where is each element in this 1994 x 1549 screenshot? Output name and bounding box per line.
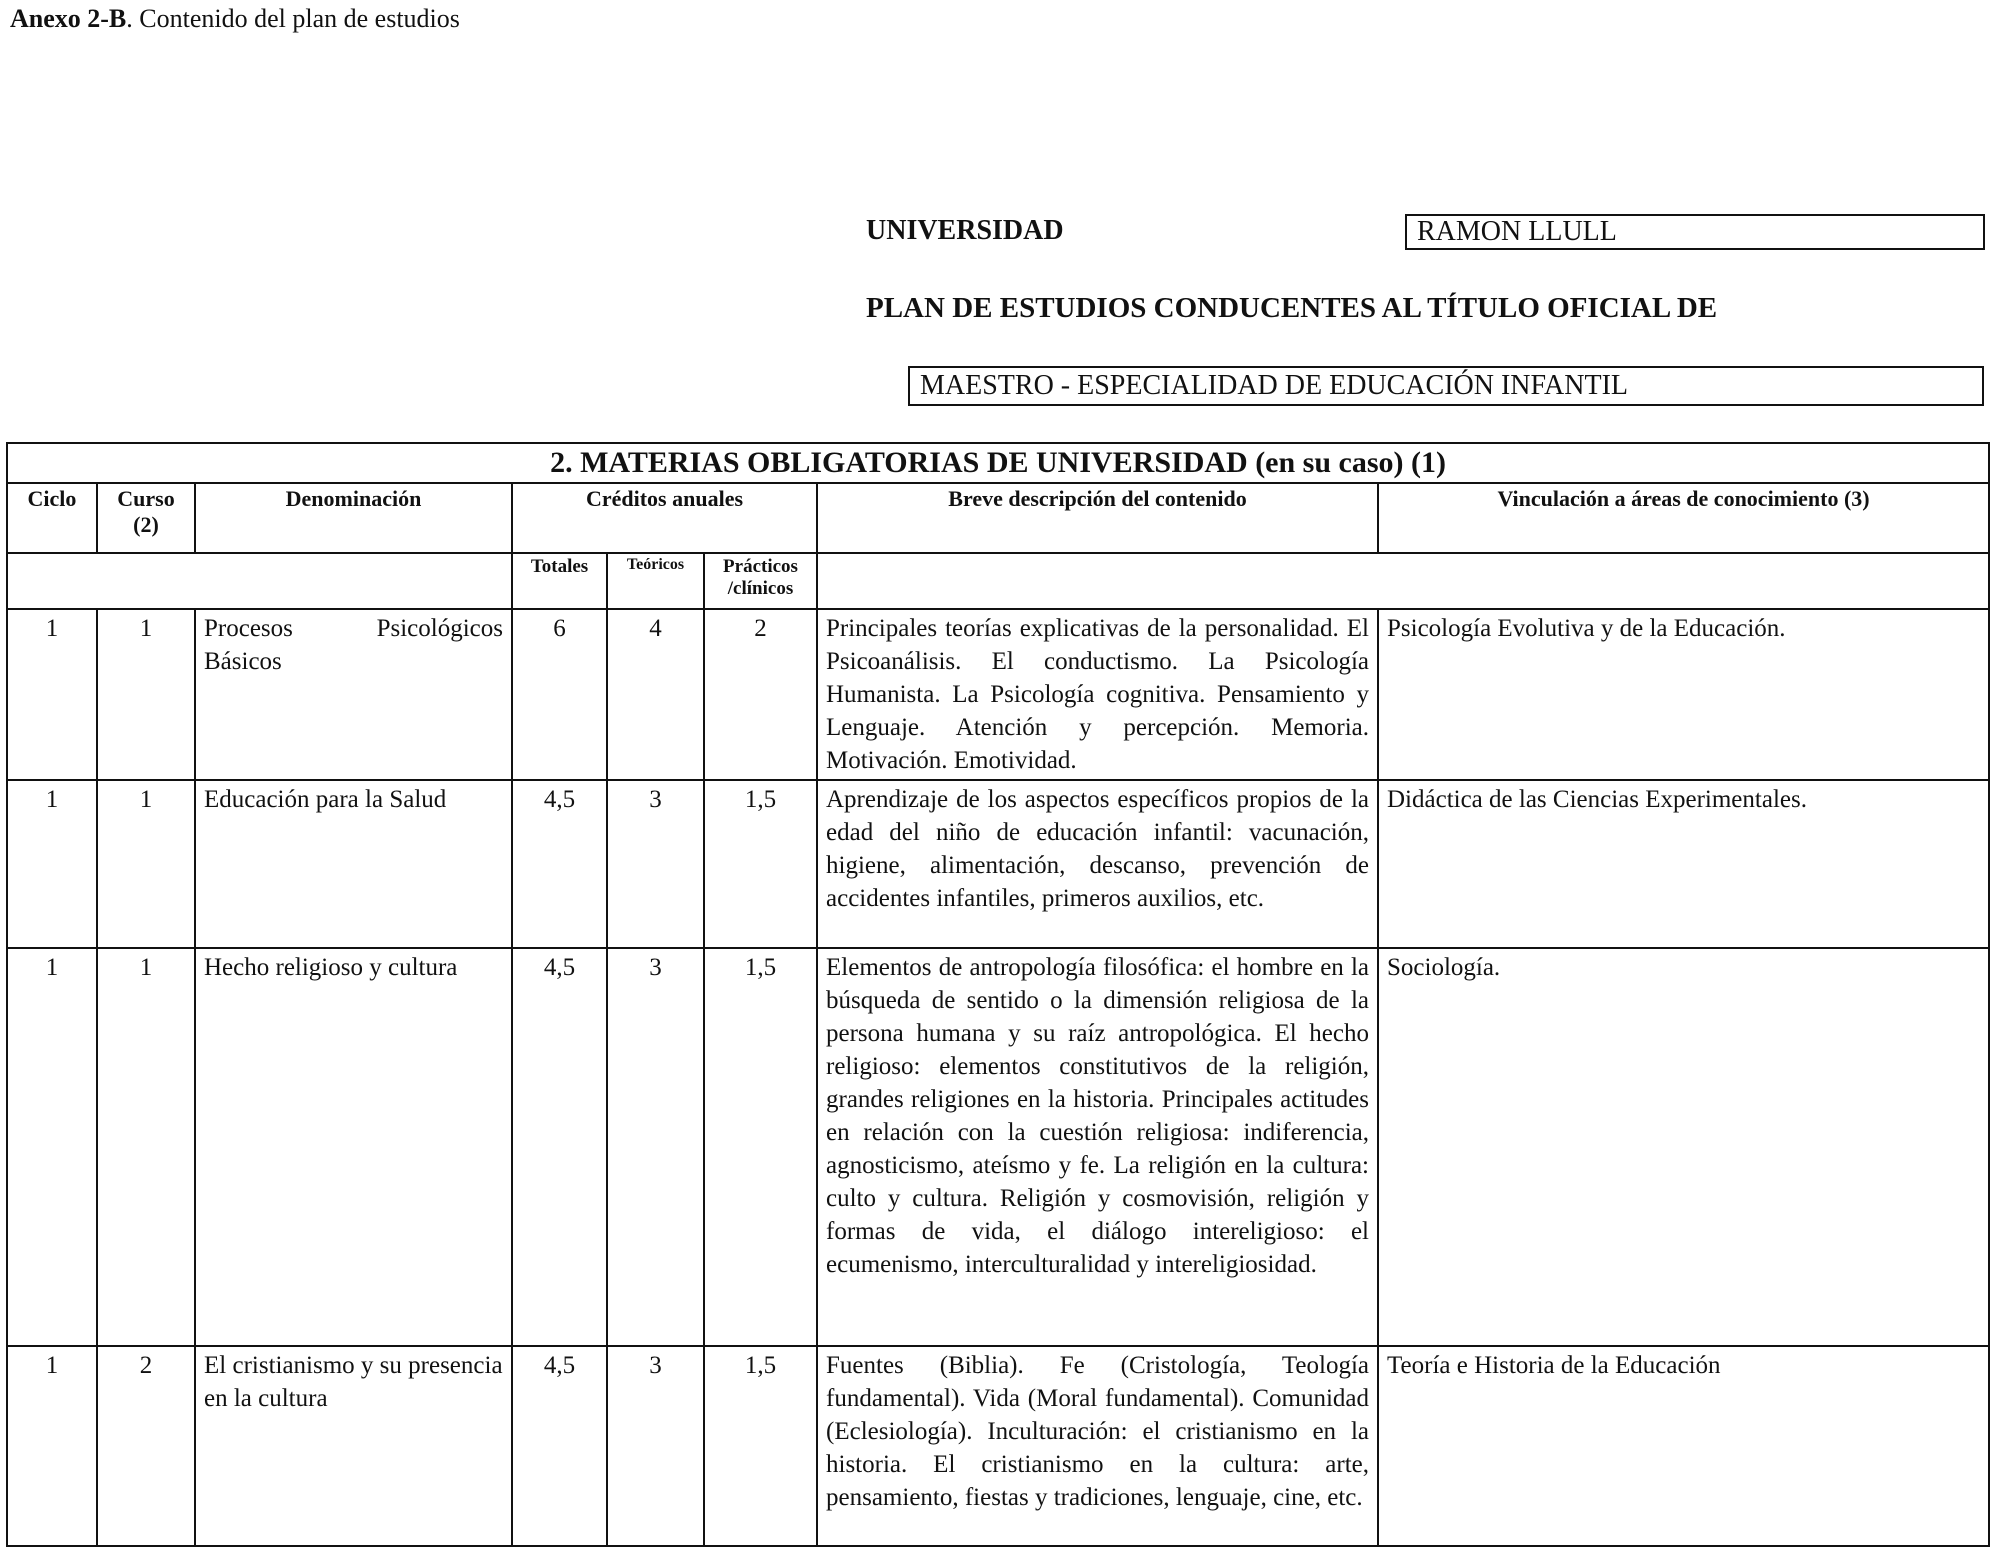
plan-title: PLAN DE ESTUDIOS CONDUCENTES AL TÍTULO OFICIAL DE [866,292,1718,324]
university-label: UNIVERSIDAD [866,215,1064,246]
cell-ciclo: 1 [7,1346,97,1546]
cell-teoricos: 4 [607,609,704,780]
subheader-blank-right [817,553,1989,609]
table-header-row [7,483,1989,553]
header-vinculacion: Vinculación a áreas de conocimiento (3) [1378,483,1989,553]
table-row [7,780,1989,948]
cell-descripcion: Principales teorías explicativas de la personalidad. El Psicoanálisis. El conductismo. La Psicología Humanista. La Psicología cognitiva. Pensamiento y Lenguaje. Atención y percepción. Memoria. Motivación. Emotividad. [817,609,1378,780]
cell-totales: 4,5 [512,780,607,948]
header-practicos-label: Prácticos [723,556,798,577]
header-teoricos: Teóricos [607,553,704,609]
annex-heading [10,4,460,34]
subjects-table [6,442,1990,1547]
table-row [7,1346,1989,1546]
cell-curso: 2 [97,1346,195,1546]
table-caption: 2. MATERIAS OBLIGATORIAS DE UNIVERSIDAD (en su caso) (1) [7,443,1989,483]
cell-practicos: 1,5 [704,948,817,1346]
cell-practicos: 1,5 [704,780,817,948]
cell-practicos: 2 [704,609,817,780]
cell-vinculacion: Sociología. [1378,948,1989,1346]
header-creditos: Créditos anuales [512,483,817,553]
university-name-box: RAMON LLULL [1405,214,1985,250]
table-row [7,948,1989,1346]
degree-title-box: MAESTRO - ESPECIALIDAD DE EDUCACIÓN INFANTIL [908,366,1984,406]
cell-totales: 4,5 [512,948,607,1346]
cell-teoricos: 3 [607,948,704,1346]
cell-curso: 1 [97,609,195,780]
header-curso-note: (2) [133,512,159,537]
cell-ciclo: 1 [7,948,97,1346]
cell-totales: 4,5 [512,1346,607,1546]
cell-vinculacion: Teoría e Historia de la Educación [1378,1346,1989,1546]
header-practicos-note: /clínicos [727,578,794,599]
header-practicos [704,553,817,609]
header-curso [97,483,195,553]
cell-teoricos: 3 [607,1346,704,1546]
cell-denominacion: Procesos Psicológicos Básicos [195,609,512,780]
cell-curso: 1 [97,948,195,1346]
cell-vinculacion: Didáctica de las Ciencias Experimentales. [1378,780,1989,948]
header-curso-label: Curso [117,486,175,511]
cell-denominacion: Educación para la Salud [195,780,512,948]
cell-practicos: 1,5 [704,1346,817,1546]
header-denominacion: Denominación [195,483,512,553]
cell-teoricos: 3 [607,780,704,948]
cell-descripcion: Aprendizaje de los aspectos específicos propios de la edad del niño de educación infantil: vacunación, higiene, alimentación, descanso, prevención de accidentes infantiles, primeros auxilios, etc. [817,780,1378,948]
cell-curso: 1 [97,780,195,948]
cell-denominacion: Hecho religioso y cultura [195,948,512,1346]
cell-ciclo: 1 [7,609,97,780]
cell-descripcion: Fuentes (Biblia). Fe (Cristología, Teología fundamental). Vida (Moral fundamental). Comunidad (Eclesiología). Inculturación: el cristianismo en la historia. El cristianismo en la cultura: arte, pensamiento, fiestas y tradiciones, lenguaje, cine, etc. [817,1346,1378,1546]
header-totales: Totales [512,553,607,609]
cell-denominacion: El cristianismo y su presencia en la cultura [195,1346,512,1546]
annex-title: . Contenido del plan de estudios [126,4,460,33]
cell-ciclo: 1 [7,780,97,948]
annex-label: Anexo 2-B [10,4,127,33]
subheader-blank-left [7,553,512,609]
cell-vinculacion: Psicología Evolutiva y de la Educación. [1378,609,1989,780]
header-descripcion: Breve descripción del contenido [817,483,1378,553]
cell-descripcion: Elementos de antropología filosófica: el hombre en la búsqueda de sentido o la dimensión religiosa de la persona humana y su raíz antropológica. El hecho religioso: elementos constitutivos de la religión, grandes religiones en la historia. Principales actitudes en relación con la cuestión religiosa: indiferencia, agnosticismo, ateísmo y fe. La religión en la cultura: culto y cultura. Religión y cosmovisión, religión y formas de vida, el diálogo intereligioso: el ecumenismo, interculturalidad y intereligiosidad. [817,948,1378,1346]
header-ciclo: Ciclo [7,483,97,553]
cell-totales: 6 [512,609,607,780]
table-subheader-row [7,553,1989,609]
table-row [7,609,1989,780]
